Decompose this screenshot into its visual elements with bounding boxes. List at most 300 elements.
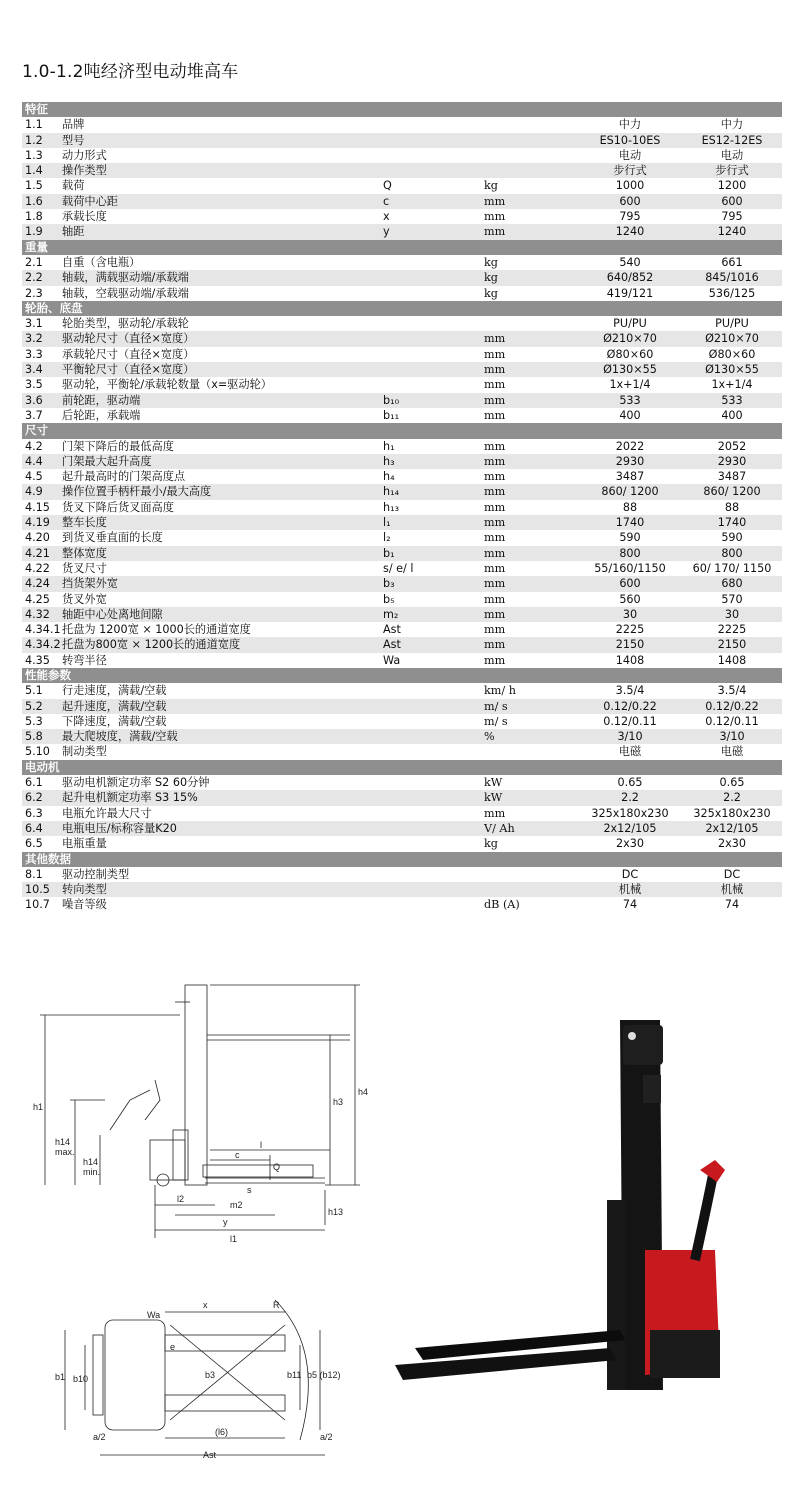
spec-symbol: c (383, 194, 390, 208)
spec-name: 门架下降后的最低高度 (62, 439, 174, 453)
spec-row (22, 683, 782, 698)
spec-row (22, 270, 782, 285)
spec-value-model-2: 661 (721, 255, 743, 269)
spec-unit: kW (484, 776, 503, 790)
spec-number: 4.20 (25, 531, 50, 545)
spec-unit: mm (484, 653, 506, 667)
spec-value-model-2: 2225 (717, 623, 747, 637)
spec-unit: kg (484, 255, 498, 269)
spec-unit: mm (484, 485, 506, 499)
spec-symbol: h₃ (383, 454, 395, 468)
spec-name: 下降速度，满载/空载 (62, 714, 167, 728)
spec-unit: dB (A) (484, 898, 520, 912)
label-s: s (247, 1185, 252, 1195)
spec-value-model-2: 536/125 (708, 286, 756, 300)
spec-value-model-1: 860/ 1200 (601, 485, 659, 499)
spec-number: 1.8 (25, 210, 43, 224)
spec-value-model-1: 0.65 (617, 776, 643, 790)
spec-name: 操作类型 (62, 164, 107, 178)
spec-value-model-2: DC (723, 867, 741, 881)
spec-number: 3.6 (25, 393, 43, 407)
spec-row (22, 408, 782, 423)
spec-row (22, 637, 782, 652)
spec-unit: m/ s (484, 699, 508, 713)
spec-symbol: h₄ (383, 470, 395, 484)
spec-value-model-1: 600 (619, 194, 641, 208)
spec-unit: mm (484, 378, 506, 392)
spec-value-model-1: 2150 (615, 638, 645, 652)
spec-row (22, 255, 782, 270)
spec-value-model-1: Ø130×55 (603, 363, 657, 377)
spec-name: 起升最高时的门架高度点 (62, 470, 186, 484)
spec-row (22, 454, 782, 469)
spec-value-model-1: 88 (622, 500, 638, 514)
spec-unit: mm (484, 194, 506, 208)
spec-value-model-2: 2150 (717, 638, 747, 652)
label-a2-right: a/2 (320, 1432, 333, 1442)
spec-value-model-1: 2022 (615, 439, 645, 453)
spec-number: 4.15 (25, 500, 50, 514)
spec-row (22, 699, 782, 714)
label-h13: h13 (328, 1207, 344, 1217)
spec-value-model-2: 2930 (717, 454, 747, 468)
spec-number: 2.1 (25, 255, 43, 269)
spec-name: 驱动控制类型 (62, 867, 130, 881)
spec-value-model-2: Ø130×55 (705, 363, 759, 377)
spec-name: 承载轮尺寸（直径×宽度） (62, 347, 195, 361)
spec-row (22, 484, 782, 499)
spec-symbol: b₅ (383, 592, 395, 606)
spec-row (22, 362, 782, 377)
spec-value-model-2: 中力 (720, 118, 744, 132)
spec-value-model-2: Ø80×60 (708, 347, 756, 361)
spec-value-model-2: 590 (721, 531, 743, 545)
spec-name: 托盘为 1200宽 × 1000长的通道宽度 (62, 623, 251, 637)
spec-row (22, 821, 782, 836)
spec-value-model-1: DC (621, 867, 639, 881)
spec-number: 8.1 (25, 867, 43, 881)
section-title: 特征 (25, 102, 48, 116)
section-header (22, 102, 782, 117)
spec-number: 5.1 (25, 684, 43, 698)
spec-name: 转向类型 (62, 883, 107, 897)
spec-value-model-2: 2x30 (718, 837, 746, 851)
spec-value-model-1: 325x180x230 (591, 806, 669, 820)
spec-value-model-1: 1240 (615, 225, 645, 239)
spec-value-model-1: 中力 (618, 118, 642, 132)
spec-row (22, 744, 782, 759)
spec-number: 1.3 (25, 148, 43, 162)
spec-unit: kg (484, 837, 498, 851)
spec-number: 4.32 (25, 607, 50, 621)
spec-number: 1.5 (25, 179, 43, 193)
spec-unit: mm (484, 408, 506, 422)
section-header (22, 423, 782, 438)
spec-name: 行走速度，满载/空载 (62, 684, 167, 698)
page-title: 1.0-1.2吨经济型电动堆高车 (22, 62, 239, 82)
spec-number: 4.24 (25, 577, 50, 591)
spec-symbol: x (383, 210, 390, 224)
spec-name: 后轮距，承载端 (62, 408, 141, 422)
spec-number: 4.35 (25, 653, 50, 667)
spec-row (22, 576, 782, 591)
spec-number: 4.9 (25, 485, 43, 499)
section-header (22, 760, 782, 775)
spec-value-model-2: 533 (721, 393, 743, 407)
label-m2: m2 (230, 1200, 243, 1210)
label-x: x (203, 1300, 208, 1310)
spec-unit: mm (484, 623, 506, 637)
spec-value-model-2: 0.12/0.22 (705, 699, 759, 713)
spec-name: 托盘为800宽 × 1200长的通道宽度 (62, 638, 241, 652)
spec-symbol: h₁₃ (383, 500, 400, 514)
spec-unit: mm (484, 439, 506, 453)
spec-name: 货叉外宽 (62, 592, 107, 606)
spec-unit: kW (484, 791, 503, 805)
spec-unit: mm (484, 347, 506, 361)
label-h14-max: h14 (55, 1137, 71, 1147)
spec-name: 制动类型 (62, 745, 107, 759)
spec-value-model-2: 1240 (717, 225, 747, 239)
spec-table (22, 102, 782, 913)
spec-symbol: l₁ (383, 516, 391, 530)
spec-number: 4.19 (25, 516, 50, 530)
label-h4: h4 (358, 1087, 369, 1097)
spec-row (22, 148, 782, 163)
spec-row (22, 194, 782, 209)
label-Q: Q (273, 1162, 281, 1172)
spec-number: 5.2 (25, 699, 43, 713)
spec-name: 门架最大起升高度 (62, 454, 152, 468)
spec-name: 转弯半径 (62, 653, 107, 667)
spec-number: 4.22 (25, 561, 50, 575)
spec-row (22, 729, 782, 744)
spec-value-model-2: 3487 (717, 470, 747, 484)
section-title: 尺寸 (25, 423, 48, 438)
spec-name: 电瓶允许最大尺寸 (62, 806, 152, 820)
spec-number: 3.2 (25, 332, 43, 346)
spec-number: 6.5 (25, 837, 43, 851)
spec-row (22, 331, 782, 346)
spec-number: 1.1 (25, 118, 43, 132)
spec-row (22, 530, 782, 545)
label-h3: h3 (333, 1097, 344, 1107)
spec-name: 到货叉垂直面的长度 (62, 531, 163, 545)
spec-value-model-2: 30 (724, 607, 740, 621)
spec-number: 6.1 (25, 776, 43, 790)
label-b11: b11 (287, 1370, 302, 1380)
spec-row (22, 224, 782, 239)
spec-name: 轴距 (62, 225, 85, 239)
spec-name: 轴距中心处离地间隙 (62, 607, 163, 621)
spec-name: 轴载，空载驱动端/承载端 (62, 286, 189, 300)
spec-value-model-1: 3.5/4 (615, 684, 645, 698)
spec-unit: mm (484, 592, 506, 606)
label-min: min. (83, 1167, 101, 1177)
label-max: max. (55, 1147, 75, 1157)
spec-value-model-2: 3.5/4 (717, 684, 747, 698)
spec-value-model-2: 2x12/105 (705, 821, 759, 835)
spec-value-model-2: 1408 (717, 653, 747, 667)
spec-value-model-1: 电动 (618, 148, 642, 162)
spec-unit: mm (484, 607, 506, 621)
spec-number: 4.34.1 (25, 623, 61, 637)
spec-row (22, 347, 782, 362)
spec-row (22, 836, 782, 851)
spec-row (22, 653, 782, 668)
spec-unit: mm (484, 225, 506, 239)
label-l1: l1 (230, 1234, 238, 1244)
spec-value-model-1: 419/121 (606, 286, 654, 300)
spec-number: 3.5 (25, 378, 43, 392)
spec-value-model-1: 0.12/0.11 (603, 714, 657, 728)
spec-value-model-1: 2.2 (621, 791, 639, 805)
spec-number: 3.3 (25, 347, 43, 361)
spec-number: 5.3 (25, 714, 43, 728)
spec-value-model-1: 2225 (615, 623, 645, 637)
spec-value-model-2: 2052 (717, 439, 747, 453)
spec-value-model-1: 795 (619, 210, 641, 224)
spec-unit: mm (484, 393, 506, 407)
spec-value-model-1: 800 (619, 546, 641, 560)
section-header (22, 240, 782, 255)
spec-unit: mm (484, 332, 506, 346)
spec-value-model-1: 540 (619, 255, 641, 269)
spec-symbol: Ast (383, 638, 401, 652)
spec-value-model-2: 845/1016 (705, 271, 759, 285)
spec-value-model-2: 600 (721, 194, 743, 208)
spec-value-model-2: 机械 (720, 883, 744, 897)
spec-name: 电瓶电压/标称容量K20 (62, 821, 177, 835)
spec-row (22, 163, 782, 178)
spec-name: 承载长度 (62, 210, 107, 224)
spec-name: 电瓶重量 (62, 837, 107, 851)
label-l2: l2 (177, 1194, 185, 1204)
spec-value-model-2: 电磁 (720, 745, 744, 759)
spec-value-model-1: 1000 (615, 179, 645, 193)
tiller-arm (695, 1175, 713, 1260)
spec-number: 4.4 (25, 454, 43, 468)
top-view-diagram (55, 1290, 345, 1460)
spec-value-model-1: 2930 (615, 454, 645, 468)
spec-unit: mm (484, 500, 506, 514)
spec-number: 1.2 (25, 133, 43, 147)
spec-value-model-2: 1x+1/4 (711, 378, 753, 392)
spec-row (22, 316, 782, 331)
spec-name: 自重（含电瓶） (62, 255, 141, 269)
spec-value-model-2: ES12-12ES (701, 133, 763, 147)
spec-value-model-1: 0.12/0.22 (603, 699, 657, 713)
spec-name: 整体宽度 (62, 546, 107, 560)
label-h14-min: h14 (83, 1157, 99, 1167)
spec-row (22, 607, 782, 622)
spec-number: 5.10 (25, 745, 50, 759)
spec-name: 驱动电机额定功率 S2 60分钟 (62, 776, 210, 790)
spec-name: 轴载，满载驱动端/承载端 (62, 271, 189, 285)
spec-value-model-2: 325x180x230 (693, 806, 771, 820)
spec-value-model-1: PU/PU (613, 317, 647, 331)
section-header (22, 668, 782, 683)
spec-symbol: b₃ (383, 577, 395, 591)
spec-number: 6.2 (25, 791, 43, 805)
spec-name: 起升速度，满载/空载 (62, 699, 167, 713)
label-b10: b10 (73, 1374, 89, 1384)
spec-number: 10.5 (25, 883, 50, 897)
spec-number: 5.8 (25, 730, 43, 744)
spec-value-model-2: 60/ 170/ 1150 (692, 561, 772, 575)
spec-number: 3.7 (25, 408, 43, 422)
spec-value-model-2: 3/10 (719, 730, 745, 744)
spec-unit: mm (484, 470, 506, 484)
spec-value-model-1: 3487 (615, 470, 645, 484)
label-c: c (235, 1150, 240, 1160)
spec-name: 轮胎类型，驱动轮/承载轮 (62, 317, 189, 331)
spec-symbol: m₂ (383, 607, 399, 621)
spec-unit: mm (484, 561, 506, 575)
spec-value-model-1: 30 (622, 607, 638, 621)
spec-row (22, 867, 782, 882)
spec-row (22, 117, 782, 132)
spec-value-model-2: 860/ 1200 (703, 485, 761, 499)
spec-value-model-1: 600 (619, 577, 641, 591)
spec-name: 前轮距，驱动端 (62, 393, 141, 407)
spec-symbol: h₁ (383, 439, 395, 453)
spec-number: 4.25 (25, 592, 50, 606)
spec-number: 2.2 (25, 271, 43, 285)
spec-row (22, 775, 782, 790)
spec-name: 货叉尺寸 (62, 561, 107, 575)
spec-name: 最大爬坡度，满载/空载 (62, 730, 178, 744)
section-title: 其他数据 (25, 851, 71, 866)
spec-row (22, 790, 782, 805)
spec-number: 4.2 (25, 439, 43, 453)
label-e: e (170, 1342, 176, 1352)
spec-value-model-1: 400 (619, 408, 641, 422)
spec-value-model-1: Ø80×60 (606, 347, 654, 361)
spec-unit: mm (484, 210, 506, 224)
spec-symbol: l₂ (383, 531, 391, 545)
spec-value-model-2: 74 (724, 898, 740, 912)
spec-value-model-1: 电磁 (618, 745, 642, 759)
spec-value-model-1: Ø210×70 (603, 332, 657, 346)
section-header (22, 852, 782, 867)
spec-number: 6.4 (25, 821, 43, 835)
label-Ast: Ast (203, 1450, 217, 1460)
spec-symbol: h₁₄ (383, 485, 400, 499)
spec-number: 4.5 (25, 470, 43, 484)
spec-number: 3.1 (25, 317, 43, 331)
spec-value-model-1: ES10-10ES (599, 133, 661, 147)
spec-row (22, 546, 782, 561)
spec-value-model-2: 步行式 (715, 164, 749, 178)
spec-value-model-1: 74 (622, 898, 638, 912)
spec-unit: kg (484, 271, 498, 285)
label-y: y (223, 1217, 228, 1227)
spec-name: 噪音等级 (62, 898, 107, 912)
spec-name: 驱动轮尺寸（直径×宽度） (62, 332, 195, 346)
spec-row (22, 561, 782, 576)
spec-value-model-2: 0.12/0.11 (705, 714, 759, 728)
spec-row (22, 714, 782, 729)
spec-value-model-2: 电动 (720, 148, 744, 162)
spec-unit: km/ h (484, 684, 516, 698)
spec-row (22, 592, 782, 607)
spec-value-model-1: 590 (619, 531, 641, 545)
spec-name: 动力形式 (62, 148, 107, 162)
spec-value-model-2: 2.2 (723, 791, 741, 805)
spec-name: 整车长度 (62, 516, 107, 530)
spec-row (22, 178, 782, 193)
spec-value-model-1: 2x12/105 (603, 821, 657, 835)
spec-symbol: b₁ (383, 546, 395, 560)
spec-name: 驱动轮，平衡轮/承载轮数量（x=驱动轮） (62, 378, 272, 392)
spec-number: 1.6 (25, 194, 43, 208)
section-header (22, 301, 782, 316)
stacker-product-image (395, 1020, 760, 1420)
spec-unit: mm (484, 531, 506, 545)
spec-unit: mm (484, 363, 506, 377)
spec-value-model-2: 570 (721, 592, 743, 606)
spec-symbol: y (383, 225, 390, 239)
spec-unit: kg (484, 179, 498, 193)
spec-row (22, 897, 782, 912)
spec-value-model-1: 533 (619, 393, 641, 407)
spec-unit: % (484, 730, 495, 744)
spec-row (22, 393, 782, 408)
spec-value-model-1: 560 (619, 592, 641, 606)
section-title: 轮胎、底盘 (25, 300, 83, 315)
spec-value-model-1: 1408 (615, 653, 645, 667)
spec-symbol: b₁₀ (383, 393, 400, 407)
spec-symbol: Q (383, 179, 392, 193)
spec-symbol: Wa (383, 653, 401, 667)
spec-value-model-1: 3/10 (617, 730, 643, 744)
section-title: 重量 (25, 239, 48, 254)
spec-row (22, 622, 782, 637)
spec-row (22, 806, 782, 821)
spec-row (22, 500, 782, 515)
spec-value-model-2: 795 (721, 210, 743, 224)
spec-row (22, 377, 782, 392)
spec-number: 4.21 (25, 546, 50, 560)
spec-value-model-1: 640/852 (606, 271, 654, 285)
spec-symbol: Ast (383, 623, 401, 637)
spec-value-model-2: 680 (721, 577, 743, 591)
spec-value-model-2: PU/PU (715, 317, 749, 331)
label-Wa: Wa (147, 1310, 161, 1320)
spec-number: 1.4 (25, 164, 43, 178)
spec-symbol: b₁₁ (383, 408, 400, 422)
label-b5: b5 (b12) (307, 1370, 341, 1380)
spec-number: 2.3 (25, 286, 43, 300)
label-a2-left: a/2 (93, 1432, 106, 1442)
spec-unit: m/ s (484, 714, 508, 728)
label-l: l (260, 1140, 262, 1150)
spec-unit: mm (484, 546, 506, 560)
spec-value-model-1: 机械 (618, 883, 642, 897)
spec-number: 4.34.2 (25, 638, 61, 652)
spec-unit: kg (484, 286, 498, 300)
label-R: R (273, 1300, 280, 1310)
spec-value-model-2: 88 (724, 500, 740, 514)
spec-unit: mm (484, 806, 506, 820)
spec-row (22, 515, 782, 530)
spec-value-model-1: 1740 (615, 516, 645, 530)
spec-unit: V/ Ah (484, 821, 515, 835)
spec-name: 操作位置手柄杆最小/最大高度 (62, 485, 212, 499)
spec-name: 平衡轮尺寸（直径×宽度） (62, 363, 195, 377)
spec-unit: mm (484, 577, 506, 591)
